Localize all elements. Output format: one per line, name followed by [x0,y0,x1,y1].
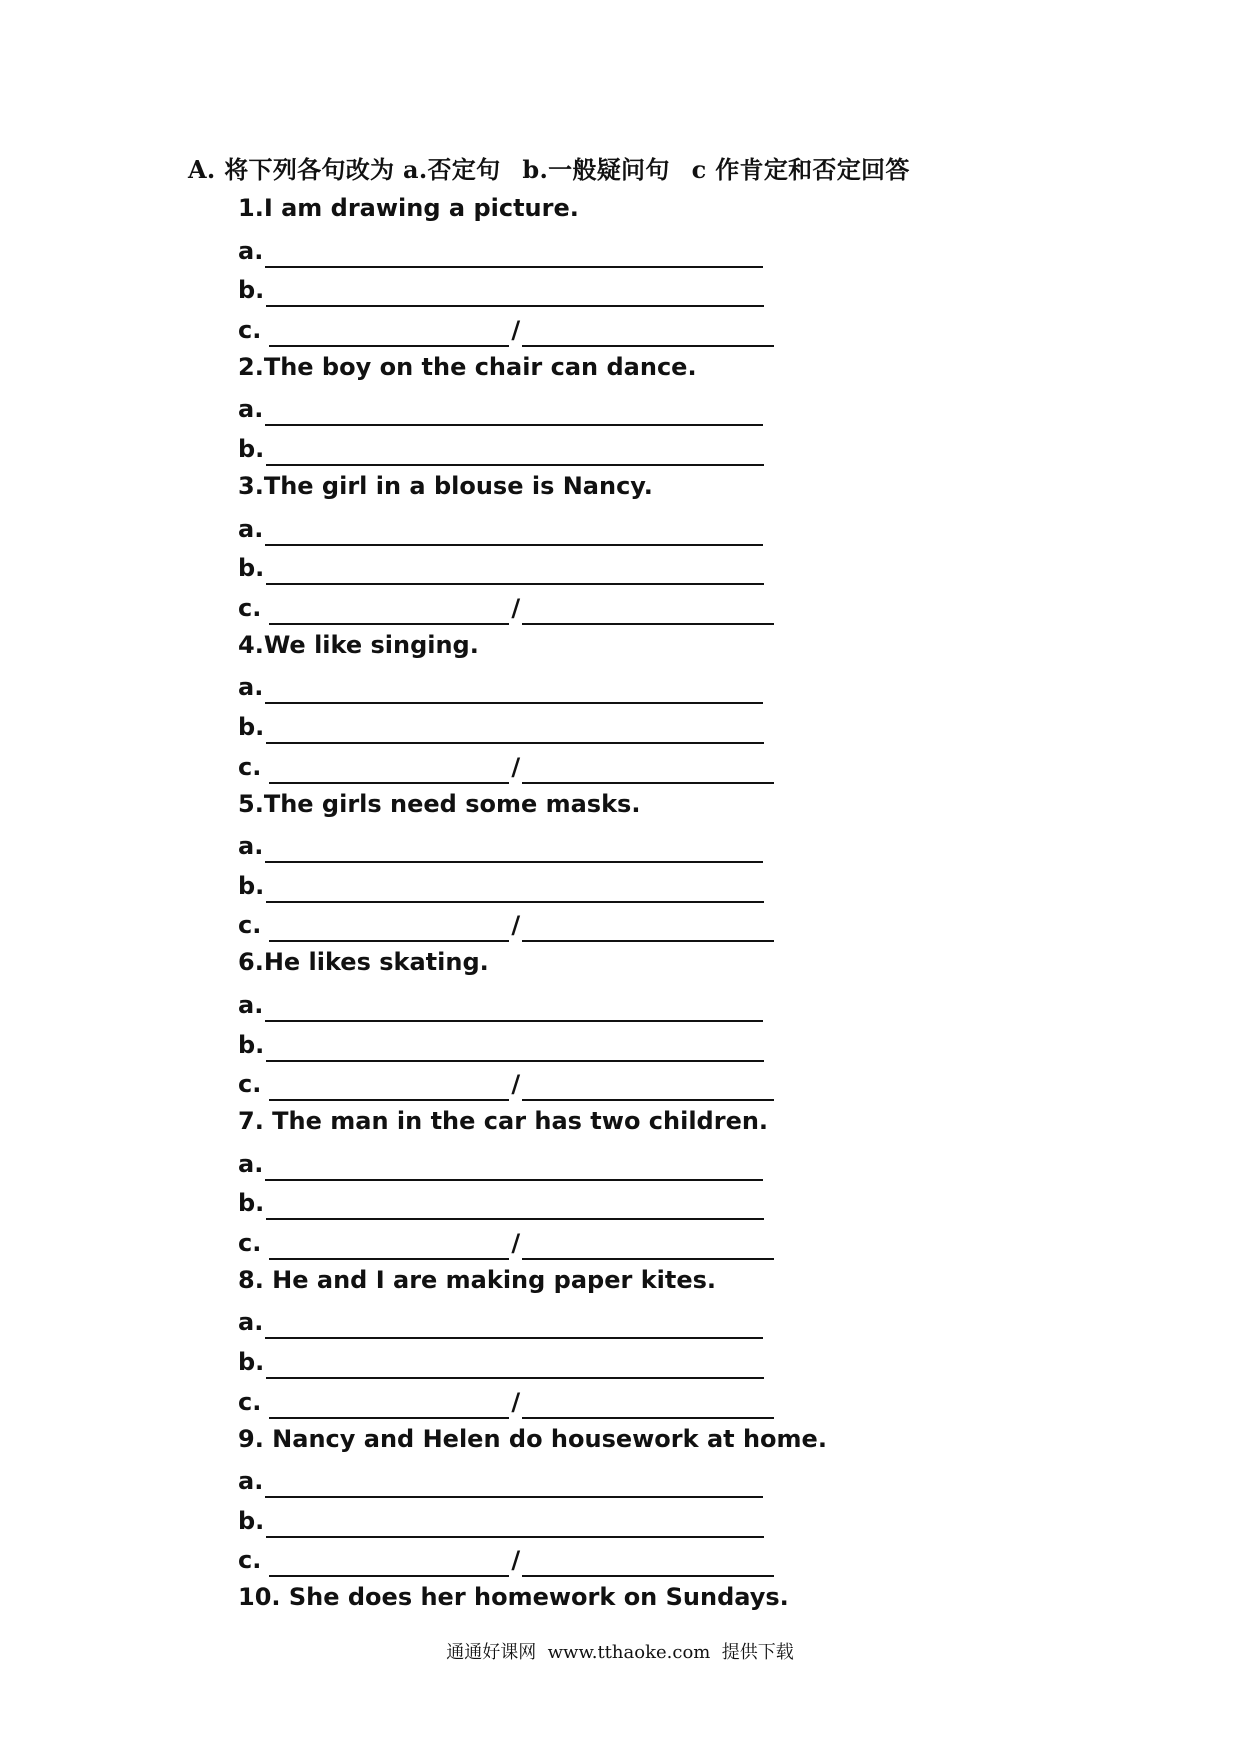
answer-row-c [238,1379,998,1419]
answer-row-a [238,387,998,427]
answer-label-a: a. [238,1308,264,1337]
footer-credit: 通通好课网 www.tthaoke.com 提供下载 [446,1642,794,1663]
answer-row-a [238,1300,998,1340]
question-form-blank[interactable] [266,557,764,585]
answer-label-b: b. [238,871,265,900]
affirmative-answer-blank[interactable] [269,756,509,784]
answer-label-c: c. [238,1070,262,1099]
affirmative-answer-blank[interactable] [269,1549,509,1577]
answer-separator: / [511,1546,521,1575]
question-form-blank[interactable] [266,716,764,744]
answer-row-c [238,744,998,784]
answer-separator: / [511,1070,521,1099]
answer-row-b [238,268,998,308]
answer-separator: / [511,1387,521,1416]
negative-answer-blank[interactable] [522,756,774,784]
answer-row-c [238,1062,998,1102]
question-sentence: 3.The girl in a blouse is Nancy. [238,471,653,500]
answer-row-c [238,1538,998,1578]
instruction-part-c: c 作肯定和否定回答 [691,155,910,184]
negative-answer-blank[interactable] [522,1391,774,1419]
answer-row-c [238,585,998,625]
negative-answer-blank[interactable] [522,1073,774,1101]
answer-label-b: b. [238,1348,265,1377]
question-form-blank[interactable] [266,438,764,466]
answer-row-a [238,1141,998,1181]
question-sentence: 9. Nancy and Helen do housework at home. [238,1424,827,1453]
negative-answer-blank[interactable] [522,914,774,942]
affirmative-answer-blank[interactable] [269,1073,509,1101]
answer-row-b [238,1022,998,1062]
answer-label-b: b. [238,712,265,741]
answer-row-c [238,1220,998,1260]
negative-sentence-blank[interactable] [265,240,763,268]
question-sentence: 4.We like singing. [238,630,479,659]
affirmative-answer-blank[interactable] [269,1391,509,1419]
answer-label-c: c. [238,593,262,622]
negative-sentence-blank[interactable] [265,1470,763,1498]
answer-label-c: c. [238,315,262,344]
question-form-blank[interactable] [266,1351,764,1379]
question-form-blank[interactable] [266,1510,764,1538]
instruction-text: 将下列各句改为 a.否定句 [224,155,501,184]
answer-label-b: b. [238,1030,265,1059]
answer-label-a: a. [238,1467,264,1496]
negative-sentence-blank[interactable] [265,398,763,426]
answer-separator: / [511,315,521,344]
answer-separator: / [511,752,521,781]
answer-row-b [238,546,998,586]
answer-row-b [238,863,998,903]
affirmative-answer-blank[interactable] [269,1232,509,1260]
answer-separator: / [511,1228,521,1257]
negative-answer-blank[interactable] [522,597,774,625]
question-sentence: 8. He and I are making paper kites. [238,1265,717,1294]
question-form-blank[interactable] [266,279,764,307]
question-sentence: 10. She does her homework on Sundays. [238,1583,789,1612]
answer-row-c [238,903,998,943]
question-sentence: 7. The man in the car has two children. [238,1107,769,1136]
answer-row-a [238,228,998,268]
negative-answer-blank[interactable] [522,1549,774,1577]
negative-sentence-blank[interactable] [265,994,763,1022]
question-sentence: 1.I am drawing a picture. [238,194,579,222]
affirmative-answer-blank[interactable] [269,319,509,347]
question-list [238,188,998,1617]
answer-label-b: b. [238,1506,265,1535]
answer-row-b [238,1339,998,1379]
answer-label-b: b. [238,434,265,463]
answer-label-c: c. [238,911,262,940]
question-form-blank[interactable] [266,1192,764,1220]
question-form-blank[interactable] [266,875,764,903]
answer-label-b: b. [238,276,265,305]
answer-row-a [238,1459,998,1499]
answer-row-a [238,982,998,1022]
answer-label-a: a. [238,1149,264,1178]
answer-label-b: b. [238,1189,265,1218]
question-form-blank[interactable] [266,1034,764,1062]
answer-label-a: a. [238,990,264,1019]
section-heading [188,150,910,185]
negative-sentence-blank[interactable] [265,1311,763,1339]
answer-label-c: c. [238,1228,262,1257]
answer-label-c: c. [238,752,262,781]
answer-label-a: a. [238,395,264,424]
answer-row-a [238,824,998,864]
affirmative-answer-blank[interactable] [269,597,509,625]
negative-answer-blank[interactable] [522,319,774,347]
affirmative-answer-blank[interactable] [269,914,509,942]
answer-row-a [238,506,998,546]
answer-separator: / [511,593,521,622]
answer-row-b [238,704,998,744]
question-sentence: 6.He likes skating. [238,948,489,977]
answer-row-a [238,665,998,705]
answer-label-a: a. [238,673,264,702]
question-sentence: 2.The boy on the chair can dance. [238,352,697,381]
negative-sentence-blank[interactable] [265,835,763,863]
answer-separator: / [511,911,521,940]
answer-row-b [238,426,998,466]
negative-sentence-blank[interactable] [265,518,763,546]
answer-label-a: a. [238,832,264,861]
answer-row-b [238,1498,998,1538]
answer-label-b: b. [238,554,265,583]
answer-row-b [238,1181,998,1221]
negative-sentence-blank[interactable] [265,676,763,704]
answer-label-a: a. [238,236,264,265]
negative-sentence-blank[interactable] [265,1153,763,1181]
instruction-part-b: b.一般疑问句 [522,155,670,184]
section-label: A. [188,155,216,184]
answer-label-c: c. [238,1546,262,1575]
answer-row-c [238,307,998,347]
negative-answer-blank[interactable] [522,1232,774,1260]
answer-label-a: a. [238,514,264,543]
question-sentence: 5.The girls need some masks. [238,789,641,818]
answer-label-c: c. [238,1387,262,1416]
